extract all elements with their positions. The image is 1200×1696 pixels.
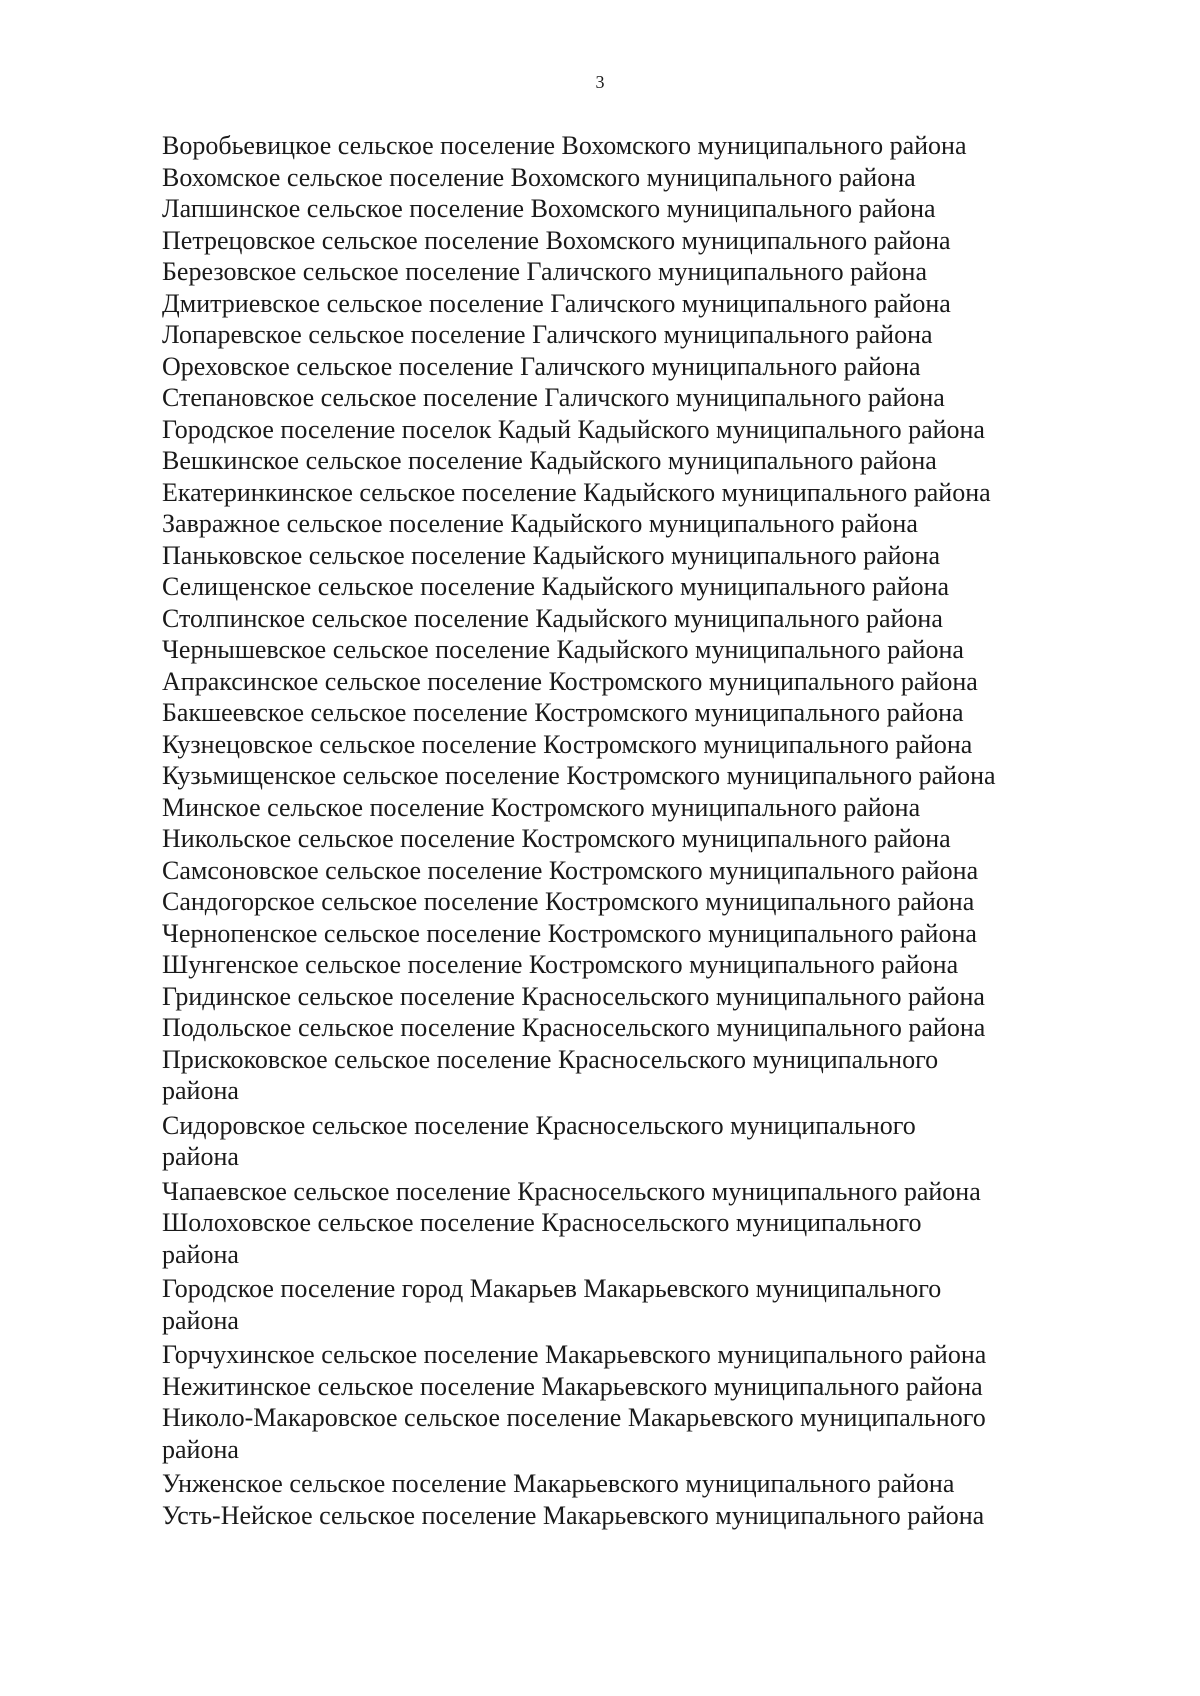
list-item: Чернопенское сельское поселение Костромского муниципального района xyxy=(162,918,977,948)
list-item: Завражное сельское поселение Кадыйского муниципального района xyxy=(162,509,918,538)
list-item: Бакшеевское сельское поселение Костромского муниципального района xyxy=(162,698,964,727)
list-item: Апраксинское сельское поселение Костромского муниципального района xyxy=(162,666,978,696)
list-item: Лопаревское сельское поселение Галичского муниципального района xyxy=(162,320,933,349)
list-item: Подольское сельское поселение Красносельского муниципального района xyxy=(162,1013,986,1042)
list-item: Дмитриевское сельское поселение Галичского муниципального района xyxy=(162,288,951,318)
list-item: Чернышевское сельское поселение Кадыйского муниципального района xyxy=(162,635,964,664)
list-item: Городское поселение поселок Кадый Кадыйского муниципального района xyxy=(162,414,985,444)
list-item: Паньковское сельское поселение Кадыйского муниципального района xyxy=(162,540,940,570)
list-item: Самсоновское сельское поселение Костромского муниципального района xyxy=(162,855,979,885)
settlement-list xyxy=(162,130,1102,1531)
list-item: Степановское сельское поселение Галичского муниципального района xyxy=(162,383,945,412)
list-item: Березовское сельское поселение Галичского муниципального района xyxy=(162,257,928,286)
list-item: Екатеринкинское сельское поселение Кадыйского муниципального района xyxy=(162,477,991,507)
list-item: Прискоковское сельское поселение Красносельского муниципального района xyxy=(162,1044,939,1105)
list-item: Городское поселение город Макарьев Макарьевского муниципального района xyxy=(162,1274,942,1335)
list-item: Селищенское сельское поселение Кадыйского муниципального района xyxy=(162,572,950,601)
list-item: Никольское сельское поселение Костромского муниципального района xyxy=(162,824,951,853)
list-item: Воробьевицкое сельское поселение Вохомского муниципального района xyxy=(162,131,967,160)
list-item: Горчухинское сельское поселение Макарьевского муниципального района xyxy=(162,1340,987,1369)
list-item: Минское сельское поселение Костромского муниципального района xyxy=(162,792,921,822)
list-item: Сидоровское сельское поселение Красносельского муниципального района xyxy=(162,1110,916,1171)
list-item: Петрецовское сельское поселение Вохомского муниципального района xyxy=(162,225,951,255)
list-item: Чапаевское сельское поселение Красносельского муниципального района xyxy=(162,1176,981,1206)
page-number: 3 xyxy=(595,72,605,92)
list-item: Столпинское сельское поселение Кадыйского муниципального района xyxy=(162,603,943,633)
list-item: Вохомское сельское поселение Вохомского муниципального района xyxy=(162,162,916,192)
list-item: Сандогорское сельское поселение Костромского муниципального района xyxy=(162,887,975,916)
list-item: Ореховское сельское поселение Галичского муниципального района xyxy=(162,351,921,381)
list-item: Кузьмищенское сельское поселение Костромского муниципального района xyxy=(162,761,996,790)
list-item: Шунгенское сельское поселение Костромского муниципального района xyxy=(162,950,959,979)
list-item: Усть-Нейское сельское поселение Макарьевского муниципального района xyxy=(162,1500,985,1530)
list-item: Гридинское сельское поселение Красносельского муниципального района xyxy=(162,981,985,1011)
list-item: Унженское сельское поселение Макарьевского муниципального района xyxy=(162,1469,955,1498)
list-item: Николо-Макаровское сельское поселение Макарьевского муниципального района xyxy=(162,1403,986,1464)
list-item: Вешкинское сельское поселение Кадыйского муниципального района xyxy=(162,446,937,475)
list-item: Лапшинское сельское поселение Вохомского муниципального района xyxy=(162,194,936,223)
list-item: Кузнецовское сельское поселение Костромского муниципального района xyxy=(162,729,973,759)
list-item: Шолоховское сельское поселение Красносельского муниципального района xyxy=(162,1208,922,1269)
list-item: Нежитинское сельское поселение Макарьевского муниципального района xyxy=(162,1371,983,1401)
